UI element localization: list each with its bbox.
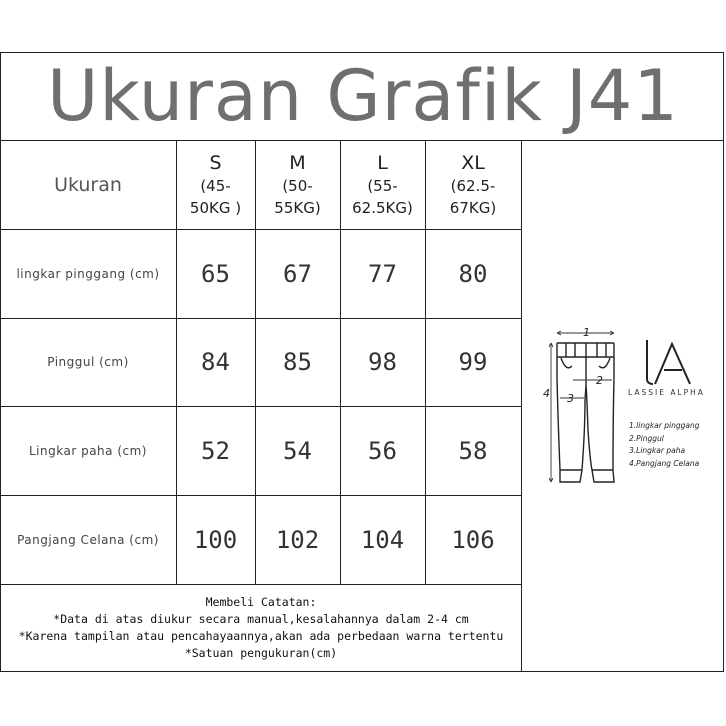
size-name: M (289, 151, 306, 174)
diagram-label-2: 2 (596, 374, 603, 387)
table-cell: 65 (201, 259, 230, 288)
row-label-thigh: Lingkar paha (cm) (29, 443, 147, 458)
note-line: *Data di atas diukur secara manual,kesalahannya dalam 2-4 cm (53, 612, 469, 626)
note-line: *Karena tampilan atau pencahayaannya,akan ada perbedaan warna tertentu (18, 629, 504, 643)
diagram-label-3: 3 (567, 392, 574, 405)
row-label-waist: lingkar pinggang (cm) (16, 266, 160, 281)
row-label-hip: Pinggul (cm) (47, 355, 129, 369)
table-cell: 98 (368, 348, 397, 376)
size-header-label: Ukuran (54, 173, 122, 196)
size-column-header-l (340, 140, 425, 229)
size-name: XL (461, 151, 485, 174)
table-cell: 52 (201, 436, 230, 465)
notes-heading: Membeli Catatan: (205, 595, 317, 609)
size-name: S (209, 151, 222, 174)
table-cell: 58 (458, 436, 488, 465)
legend-item: 4.Pangjang Celana (629, 458, 700, 468)
table-cell: 102 (275, 525, 320, 554)
diagram-label-4: 4 (543, 387, 550, 400)
weight-range: 55KG) (274, 198, 321, 217)
table-cell: 106 (451, 525, 495, 554)
table-cell: 100 (193, 525, 238, 554)
table-cell: 56 (368, 436, 397, 465)
legend-item: 3.Lingkar paha (629, 446, 686, 455)
table-cell: 80 (458, 259, 488, 288)
weight-range: 67KG) (449, 198, 497, 217)
weight-range: (45- (200, 176, 231, 195)
brand-name: LASSIE ALPHA (628, 388, 705, 397)
weight-range: (55- (367, 176, 398, 195)
note-line: *Satuan pengukuran(cm) (184, 646, 338, 660)
size-column-header-m (255, 140, 340, 229)
diagram-label-1: 1 (583, 326, 590, 339)
weight-range: (50- (282, 176, 313, 195)
weight-range: 62.5KG) (352, 198, 413, 217)
diagram-legend (629, 420, 699, 470)
table-cell: 77 (368, 259, 397, 288)
table-cell: 99 (458, 348, 488, 376)
notes-section (0, 584, 522, 672)
row-label-length: Pangjang Celana (cm) (17, 532, 159, 547)
table-cell: 85 (283, 348, 312, 376)
table-cell: 104 (360, 525, 405, 554)
table-cell: 84 (201, 348, 230, 376)
legend-item: 2.Pinggul (629, 433, 664, 443)
legend-item: 1.lingkar pinggang (629, 421, 700, 430)
size-name: L (377, 151, 388, 174)
size-column-header-s (176, 140, 255, 229)
weight-range: (62.5- (450, 176, 496, 195)
table-cell: 67 (283, 259, 312, 288)
weight-range: 50KG ) (189, 198, 242, 217)
size-column-header-xl (425, 140, 521, 229)
table-cell: 54 (283, 436, 312, 465)
page-title: Ukuran Grafik J41 (47, 55, 679, 137)
